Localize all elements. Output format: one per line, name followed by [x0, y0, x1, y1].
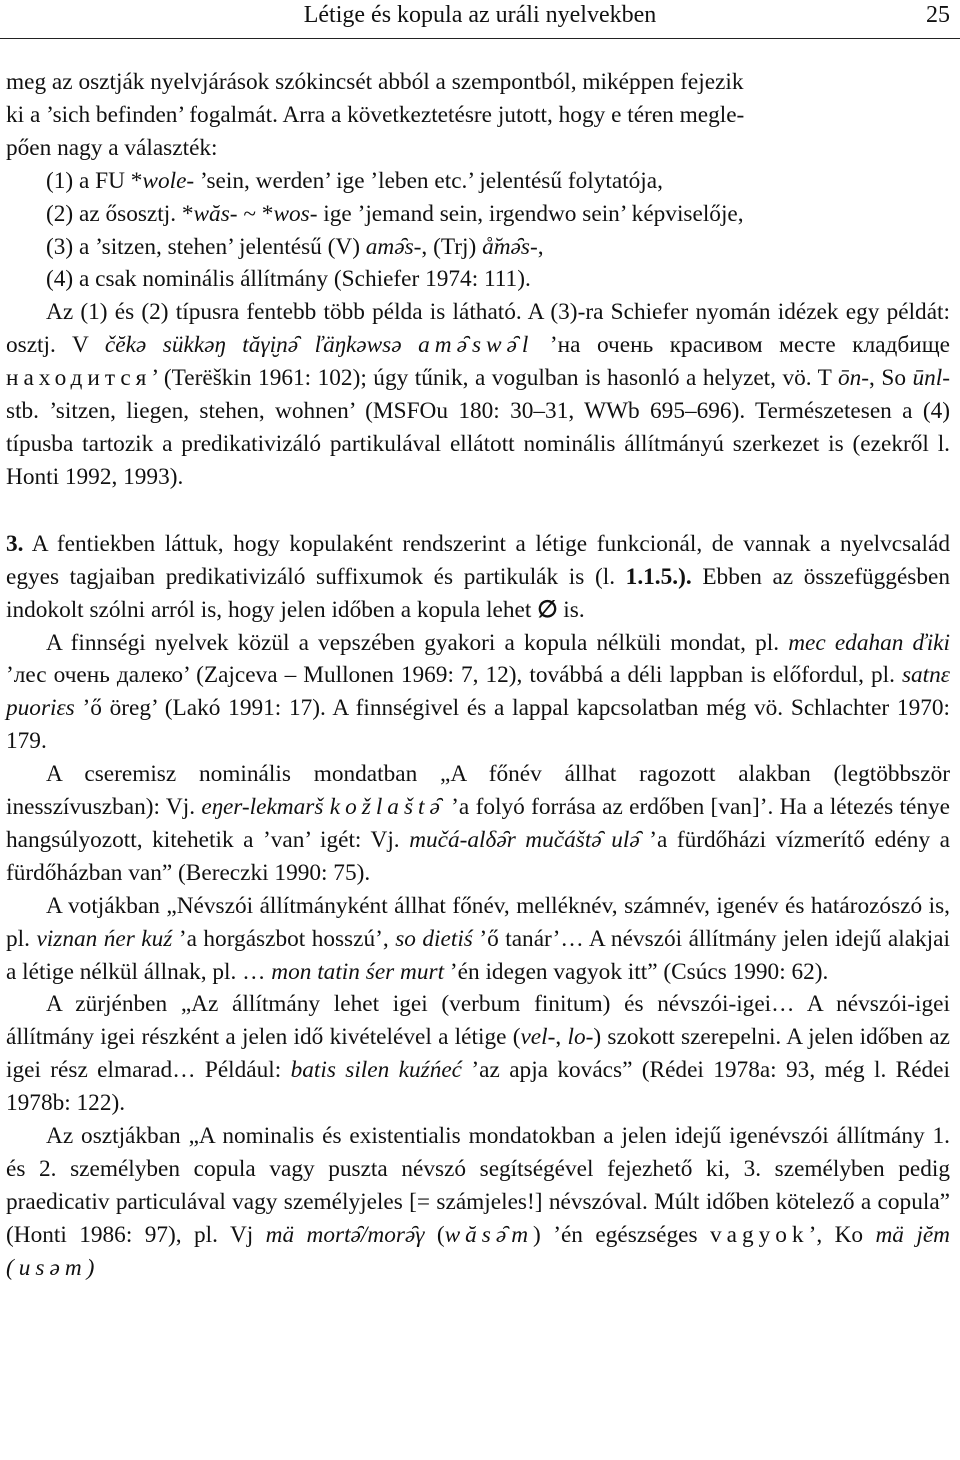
- paragraph-8: Az osztjákban „A nominalis és existentialis mondatokban a jelen idejű igenévszói állítmány 1. és 2. személyben copula vagy puszta névszó segítségével fejezhető ki, 3. személyben pedig praedicativ particulával vagy személyjeles [= számjeles!] névszóval. Múlt időben kötelező a copula” (Honti 1986: 97), pl. Vj mä mortə̑/morə̑γ (wăsə̑m) ’én egészséges vagyok’, Ko mä jĕm (usəm): [6, 1123, 950, 1281]
- list-item-4: (4) a csak nominális állítmány (Schiefer 1974: 111).: [46, 266, 531, 293]
- paragraph-1: [6, 66, 950, 296]
- paragraph-4: A finnségi nyelvek közül a vepszében gyakori a kopula nélküli mondat, pl. mec edahan ďiki ’лес очень далеко’ (Zajceva – Mullonen 1969: 7, 12), továbbá a déli lappban is előfordul, pl. satnε puoriεs ’ő öreg’ (Lakó 1991: 17). A finnségivel és a lappal kapcsolatban még vö. Schlachter 1970: 179.: [6, 629, 950, 755]
- running-title: Létige és kopula az uráli nyelvekben: [303, 2, 657, 28]
- line: pően nagy a választék:: [6, 134, 218, 161]
- body-text: [6, 66, 950, 1285]
- paragraph-5: A cseremisz nominális mondatban „A főnév állhat ragozott alakban (legtöbbször inesszívuszban): Vj. eŋer-lekmarš kožlaštə̑ ’a folyó forrása az erdőben [van]’. Ha a létezés ténye hangsúlyozott, kitehetik a ’van’ igét: Vj. mučá-alδə̑r mučáštə̑ ulə̑ ’a fürdőházi vízmerítő edény a fürdőházban van” (Bereczki 1990: 75).: [6, 761, 951, 886]
- page-number: 25: [926, 2, 950, 28]
- list-item-2: (2) az ősosztj. *wăs- ~ *wos- ige ’jemand sein, irgendwo sein’ képviselője,: [46, 200, 744, 227]
- list-item-1: (1) a FU *wole- ’sein, werden’ ige ’leben etc.’ jelentésű folytatója,: [46, 167, 663, 194]
- running-header: [0, 0, 960, 39]
- section-number: 3.: [6, 530, 24, 557]
- paragraph-2: Az (1) és (2) típusra fentebb több példa is látható. A (3)-ra Schiefer nyomán idézek egy példát: osztj. V čĕkə sükkəŋ tăγi̮nə̑ ľäŋkəwsə amə̑swə̑l ’на очень красивом месте кладбище находится’ (Terëškin 1961: 102); úgy tűnik, a vogulban is hasonló a helyzet, vö. T ōn-, So ūnl- stb. ’sitzen, liegen, stehen, wohnen’ (MSFOu 180: 30–31, WWb 695–696). Természetesen a (4) típusba tartozik a predikativizáló partikulával ellátott nominális állítmányú szerkezet is (ezekről l. Honti 1992, 1993).: [6, 299, 950, 490]
- line: meg az osztják nyelvjárások szókincsét abból a szempontból, miképpen fejezik: [6, 69, 744, 95]
- paragraph-6: A votjákban „Névszói állítmányként állhat főnév, melléknév, számnév, igenév és határozószó is, pl. viznan ńer kuź ’a horgászbot hosszú’, so dietiś ’ő tanár’… A névszói állítmány jelen idejű alakjai a létige nélkül állnak, pl. … mon tatin śer murt ’én idegen vagyok itt” (Csúcs 1990: 62).: [6, 892, 950, 985]
- paragraph-7: A zürjénben „Az állítmány lehet igei (verbum finitum) és névszói-igei… A névszói-igei állítmány igei részként a jelen idő kivételével a létige (vel-, lo-) szokott szerepelni. A jelen időben az igei rész elmarad… Például: batis silen kuźńeć ’az apja kovács” (Rédei 1978a: 93, még l. Rédei 1978b: 122).: [6, 991, 950, 1117]
- cross-reference: 1.1.5.).: [625, 563, 692, 590]
- list-item-3: (3) a ’sitzen, stehen’ jelentésű (V) amə̑s-, (Trj) å̆mə̑s-,: [46, 233, 544, 260]
- empty-set-symbol: ∅: [537, 596, 558, 623]
- line: ki a ’sich befinden’ fogalmát. Arra a következtetésre jutott, hogy e téren megle-: [6, 101, 745, 128]
- paragraph-3: 3. A fentiekben láttuk, hogy kopulaként rendszerint a létige funkcionál, de vannak a nyelvcsalád egyes tagjaiban predikativizáló suffixumok és partikulák is (l. 1.1.5.). Ebben az összefüggésben indokolt szólni arról is, hogy jelen időben a kopula lehet ∅ is.: [6, 530, 950, 623]
